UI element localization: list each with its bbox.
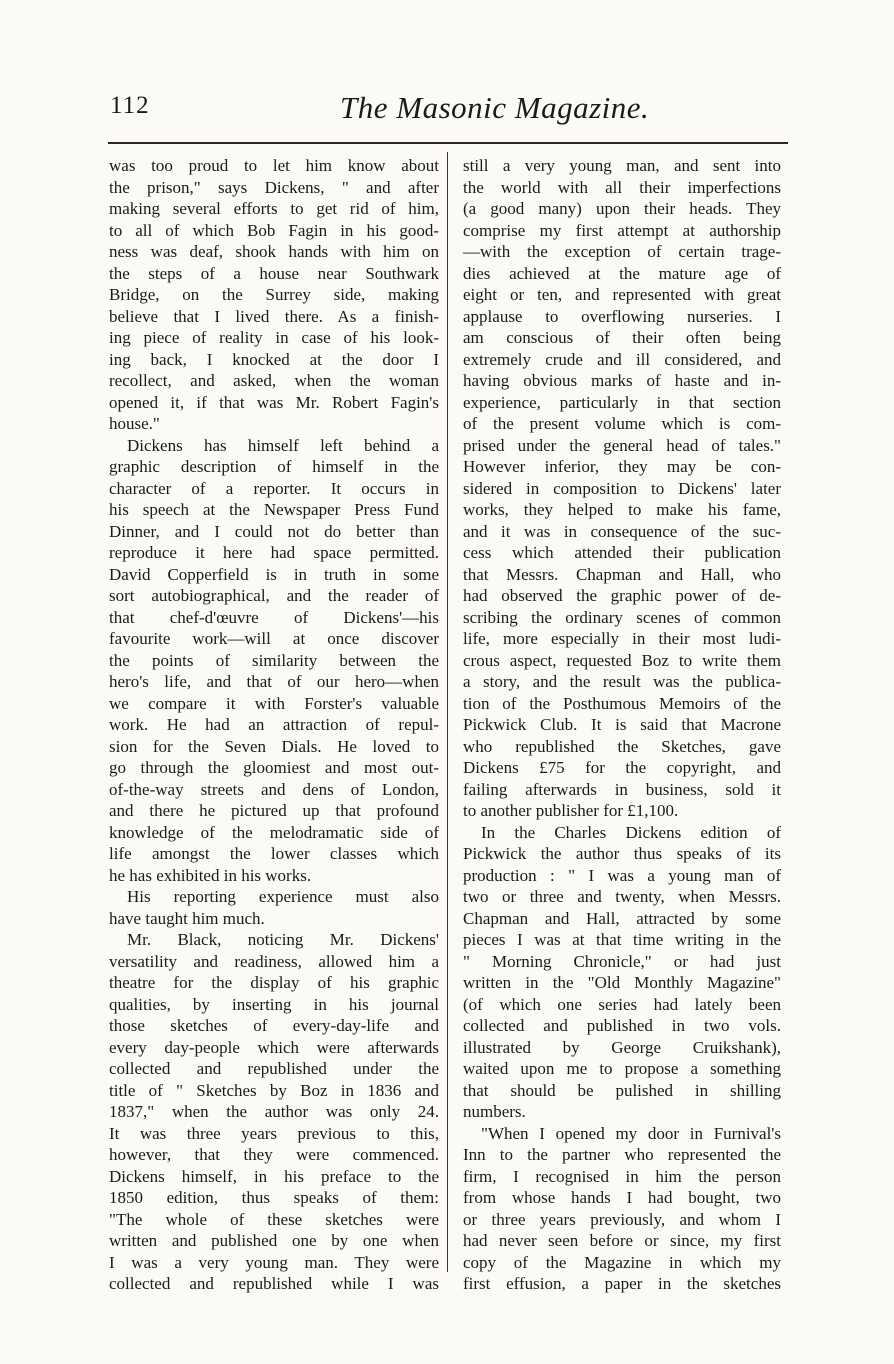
header-rule bbox=[108, 142, 788, 144]
text-line: work. He had an attraction of repul- bbox=[109, 715, 439, 734]
text-line: pieces I was at that time writing in the bbox=[463, 930, 781, 949]
text-line: "When I opened my door in Furnival's bbox=[481, 1123, 781, 1143]
column-divider bbox=[447, 152, 448, 1272]
text-line: 1850 edition, thus speaks of them: bbox=[109, 1188, 439, 1207]
text-line: production : " I was a young man of bbox=[463, 865, 781, 885]
right-column bbox=[463, 155, 781, 1295]
page-header bbox=[110, 92, 790, 132]
text-line: was too proud to let him know about bbox=[109, 156, 439, 175]
text-line: works, they helped to make his fame, bbox=[463, 500, 781, 519]
text-line: that chef-d'œuvre of Dickens'—his bbox=[109, 607, 439, 627]
text-line: had observed the graphic power of de- bbox=[463, 586, 781, 605]
text-line: sidered in composition to Dickens' later bbox=[463, 478, 781, 498]
text-line: the prison," says Dickens, " and after bbox=[109, 177, 439, 197]
text-line: collected and republished while I was bbox=[109, 1274, 439, 1293]
text-line: cess which attended their publication bbox=[463, 543, 781, 562]
text-line: opened it, if that was Mr. Robert Fagin's bbox=[109, 392, 439, 412]
text-line: collected and published in two vols. bbox=[463, 1016, 781, 1035]
text-line: Bridge, on the Surrey side, making bbox=[109, 285, 439, 304]
text-line: dies achieved at the mature age of bbox=[463, 263, 781, 283]
text-line: title of " Sketches by Boz in 1836 and bbox=[109, 1080, 439, 1100]
text-line: life, more especially in their most ludi- bbox=[463, 629, 781, 648]
text-line: reproduce it here had space permitted. bbox=[109, 543, 439, 562]
text-line: It was three years previous to this, bbox=[109, 1123, 439, 1143]
text-line: I was a very young man. They were bbox=[109, 1252, 439, 1272]
text-line: those sketches of every-day-life and bbox=[109, 1016, 439, 1035]
text-line: comprise my first attempt at authorship bbox=[463, 220, 781, 240]
text-line: prised under the general head of tales." bbox=[463, 435, 781, 455]
text-line: ing back, I knocked at the door I bbox=[109, 349, 439, 369]
text-line: copy of the Magazine in which my bbox=[463, 1252, 781, 1272]
text-line: house." bbox=[109, 414, 160, 433]
text-line: Dickens £75 for the copyright, and bbox=[463, 758, 781, 777]
text-line: graphic description of himself in the bbox=[109, 457, 439, 476]
text-line: we compare it with Forster's valuable bbox=[109, 693, 439, 713]
text-line: extremely crude and ill considered, and bbox=[463, 349, 781, 369]
text-line: life amongst the lower classes which bbox=[109, 844, 439, 863]
text-line: believe that I lived there. As a finish- bbox=[109, 306, 439, 326]
text-line: crous aspect, requested Boz to write them bbox=[463, 650, 781, 670]
text-line: Dickens has himself left behind a bbox=[127, 435, 439, 455]
text-line: and it was in consequence of the suc- bbox=[463, 521, 781, 541]
page-number: 112 bbox=[110, 92, 150, 119]
text-line: who republished the Sketches, gave bbox=[463, 736, 781, 756]
text-line: illustrated by George Cruikshank), bbox=[463, 1037, 781, 1057]
text-line: Dinner, and I could not do better than bbox=[109, 521, 439, 541]
text-line: his speech at the Newspaper Press Fund bbox=[109, 500, 439, 519]
text-line: ing piece of reality in case of his look- bbox=[109, 328, 439, 347]
text-line: written and published one by one when bbox=[109, 1231, 439, 1250]
text-line: favourite work—will at once discover bbox=[109, 629, 439, 648]
text-line: to all of which Bob Fagin in his good- bbox=[109, 220, 439, 240]
text-line: In the Charles Dickens edition of bbox=[481, 822, 781, 842]
text-line: " Morning Chronicle," or had just bbox=[463, 951, 781, 971]
text-line: the world with all their imperfections bbox=[463, 177, 781, 197]
text-line: (of which one series had lately been bbox=[463, 994, 781, 1014]
text-line: to another publisher for £1,100. bbox=[463, 801, 679, 820]
text-line: His reporting experience must also bbox=[127, 887, 439, 906]
text-line: had never seen before or since, my first bbox=[463, 1231, 781, 1250]
text-line: am conscious of their often being bbox=[463, 328, 781, 347]
text-line: having obvious marks of haste and in- bbox=[463, 371, 781, 390]
text-line: 1837," when the author was only 24. bbox=[109, 1102, 439, 1121]
text-line: scribing the ordinary scenes of common bbox=[463, 607, 781, 627]
text-line: every day-people which were afterwards bbox=[109, 1037, 439, 1057]
text-line: "The whole of these sketches were bbox=[109, 1209, 439, 1229]
text-line: numbers. bbox=[463, 1102, 526, 1121]
text-line: the steps of a house near Southwark bbox=[109, 263, 439, 283]
text-line: making several efforts to get rid of him, bbox=[109, 199, 439, 218]
text-line: however, that they were commenced. bbox=[109, 1145, 439, 1164]
text-line: first effusion, a paper in the sketches bbox=[463, 1274, 781, 1293]
text-line: two or three and twenty, when Messrs. bbox=[463, 887, 781, 906]
text-line: Chapman and Hall, attracted by some bbox=[463, 908, 781, 928]
text-line: from whose hands I had bought, two bbox=[463, 1188, 781, 1207]
text-line: versatility and readiness, allowed him a bbox=[109, 951, 439, 971]
text-line: Inn to the partner who represented the bbox=[463, 1145, 781, 1164]
text-line: a story, and the result was the publica- bbox=[463, 672, 781, 691]
text-line: character of a reporter. It occurs in bbox=[109, 478, 439, 498]
text-line: theatre for the display of his graphic bbox=[109, 973, 439, 992]
left-column bbox=[109, 155, 439, 1295]
text-line: still a very young man, and sent into bbox=[463, 156, 781, 175]
text-line: of the present volume which is com- bbox=[463, 414, 781, 433]
text-line: failing afterwards in business, sold it bbox=[463, 779, 781, 799]
text-line: sort autobiographical, and the reader of bbox=[109, 586, 439, 605]
text-line: Pickwick Club. It is said that Macrone bbox=[463, 715, 781, 734]
text-line: have taught him much. bbox=[109, 908, 265, 928]
text-line: waited upon me to propose a something bbox=[463, 1059, 781, 1078]
text-line: go through the gloomiest and most out- bbox=[109, 758, 439, 777]
text-line: the points of similarity between the bbox=[109, 650, 439, 670]
text-line: firm, I recognised in him the person bbox=[463, 1166, 781, 1186]
text-line: However inferior, they may be con- bbox=[463, 457, 781, 476]
text-line: applause to overflowing nurseries. I bbox=[463, 306, 781, 326]
text-line: that should be pulished in shilling bbox=[463, 1080, 781, 1100]
text-line: written in the "Old Monthly Magazine" bbox=[463, 973, 781, 992]
text-line: sion for the Seven Dials. He loved to bbox=[109, 736, 439, 756]
text-line: recollect, and asked, when the woman bbox=[109, 371, 439, 390]
text-line: eight or ten, and represented with great bbox=[463, 285, 781, 304]
text-line: hero's life, and that of our hero—when bbox=[109, 672, 439, 691]
text-line: knowledge of the melodramatic side of bbox=[109, 822, 439, 842]
text-line: he has exhibited in his works. bbox=[109, 865, 312, 885]
text-line: Mr. Black, noticing Mr. Dickens' bbox=[127, 930, 439, 949]
text-line: collected and republished under the bbox=[109, 1059, 439, 1078]
text-line: or three years previously, and whom I bbox=[463, 1209, 781, 1229]
text-line: David Copperfield is in truth in some bbox=[109, 564, 439, 584]
running-title: The Masonic Magazine. bbox=[340, 90, 650, 125]
text-line: and there he pictured up that profound bbox=[109, 801, 439, 820]
text-line: (a good many) upon their heads. They bbox=[463, 199, 781, 218]
text-line: experience, particularly in that section bbox=[463, 392, 781, 412]
text-line: tion of the Posthumous Memoirs of the bbox=[463, 693, 781, 713]
text-line: Dickens himself, in his preface to the bbox=[109, 1166, 439, 1186]
text-line: qualities, by inserting in his journal bbox=[109, 994, 439, 1014]
text-line: —with the exception of certain trage- bbox=[463, 242, 781, 261]
text-line: of-the-way streets and dens of London, bbox=[109, 779, 439, 799]
text-line: that Messrs. Chapman and Hall, who bbox=[463, 564, 781, 584]
text-line: Pickwick the author thus speaks of its bbox=[463, 844, 781, 863]
text-line: ness was deaf, shook hands with him on bbox=[109, 242, 439, 261]
